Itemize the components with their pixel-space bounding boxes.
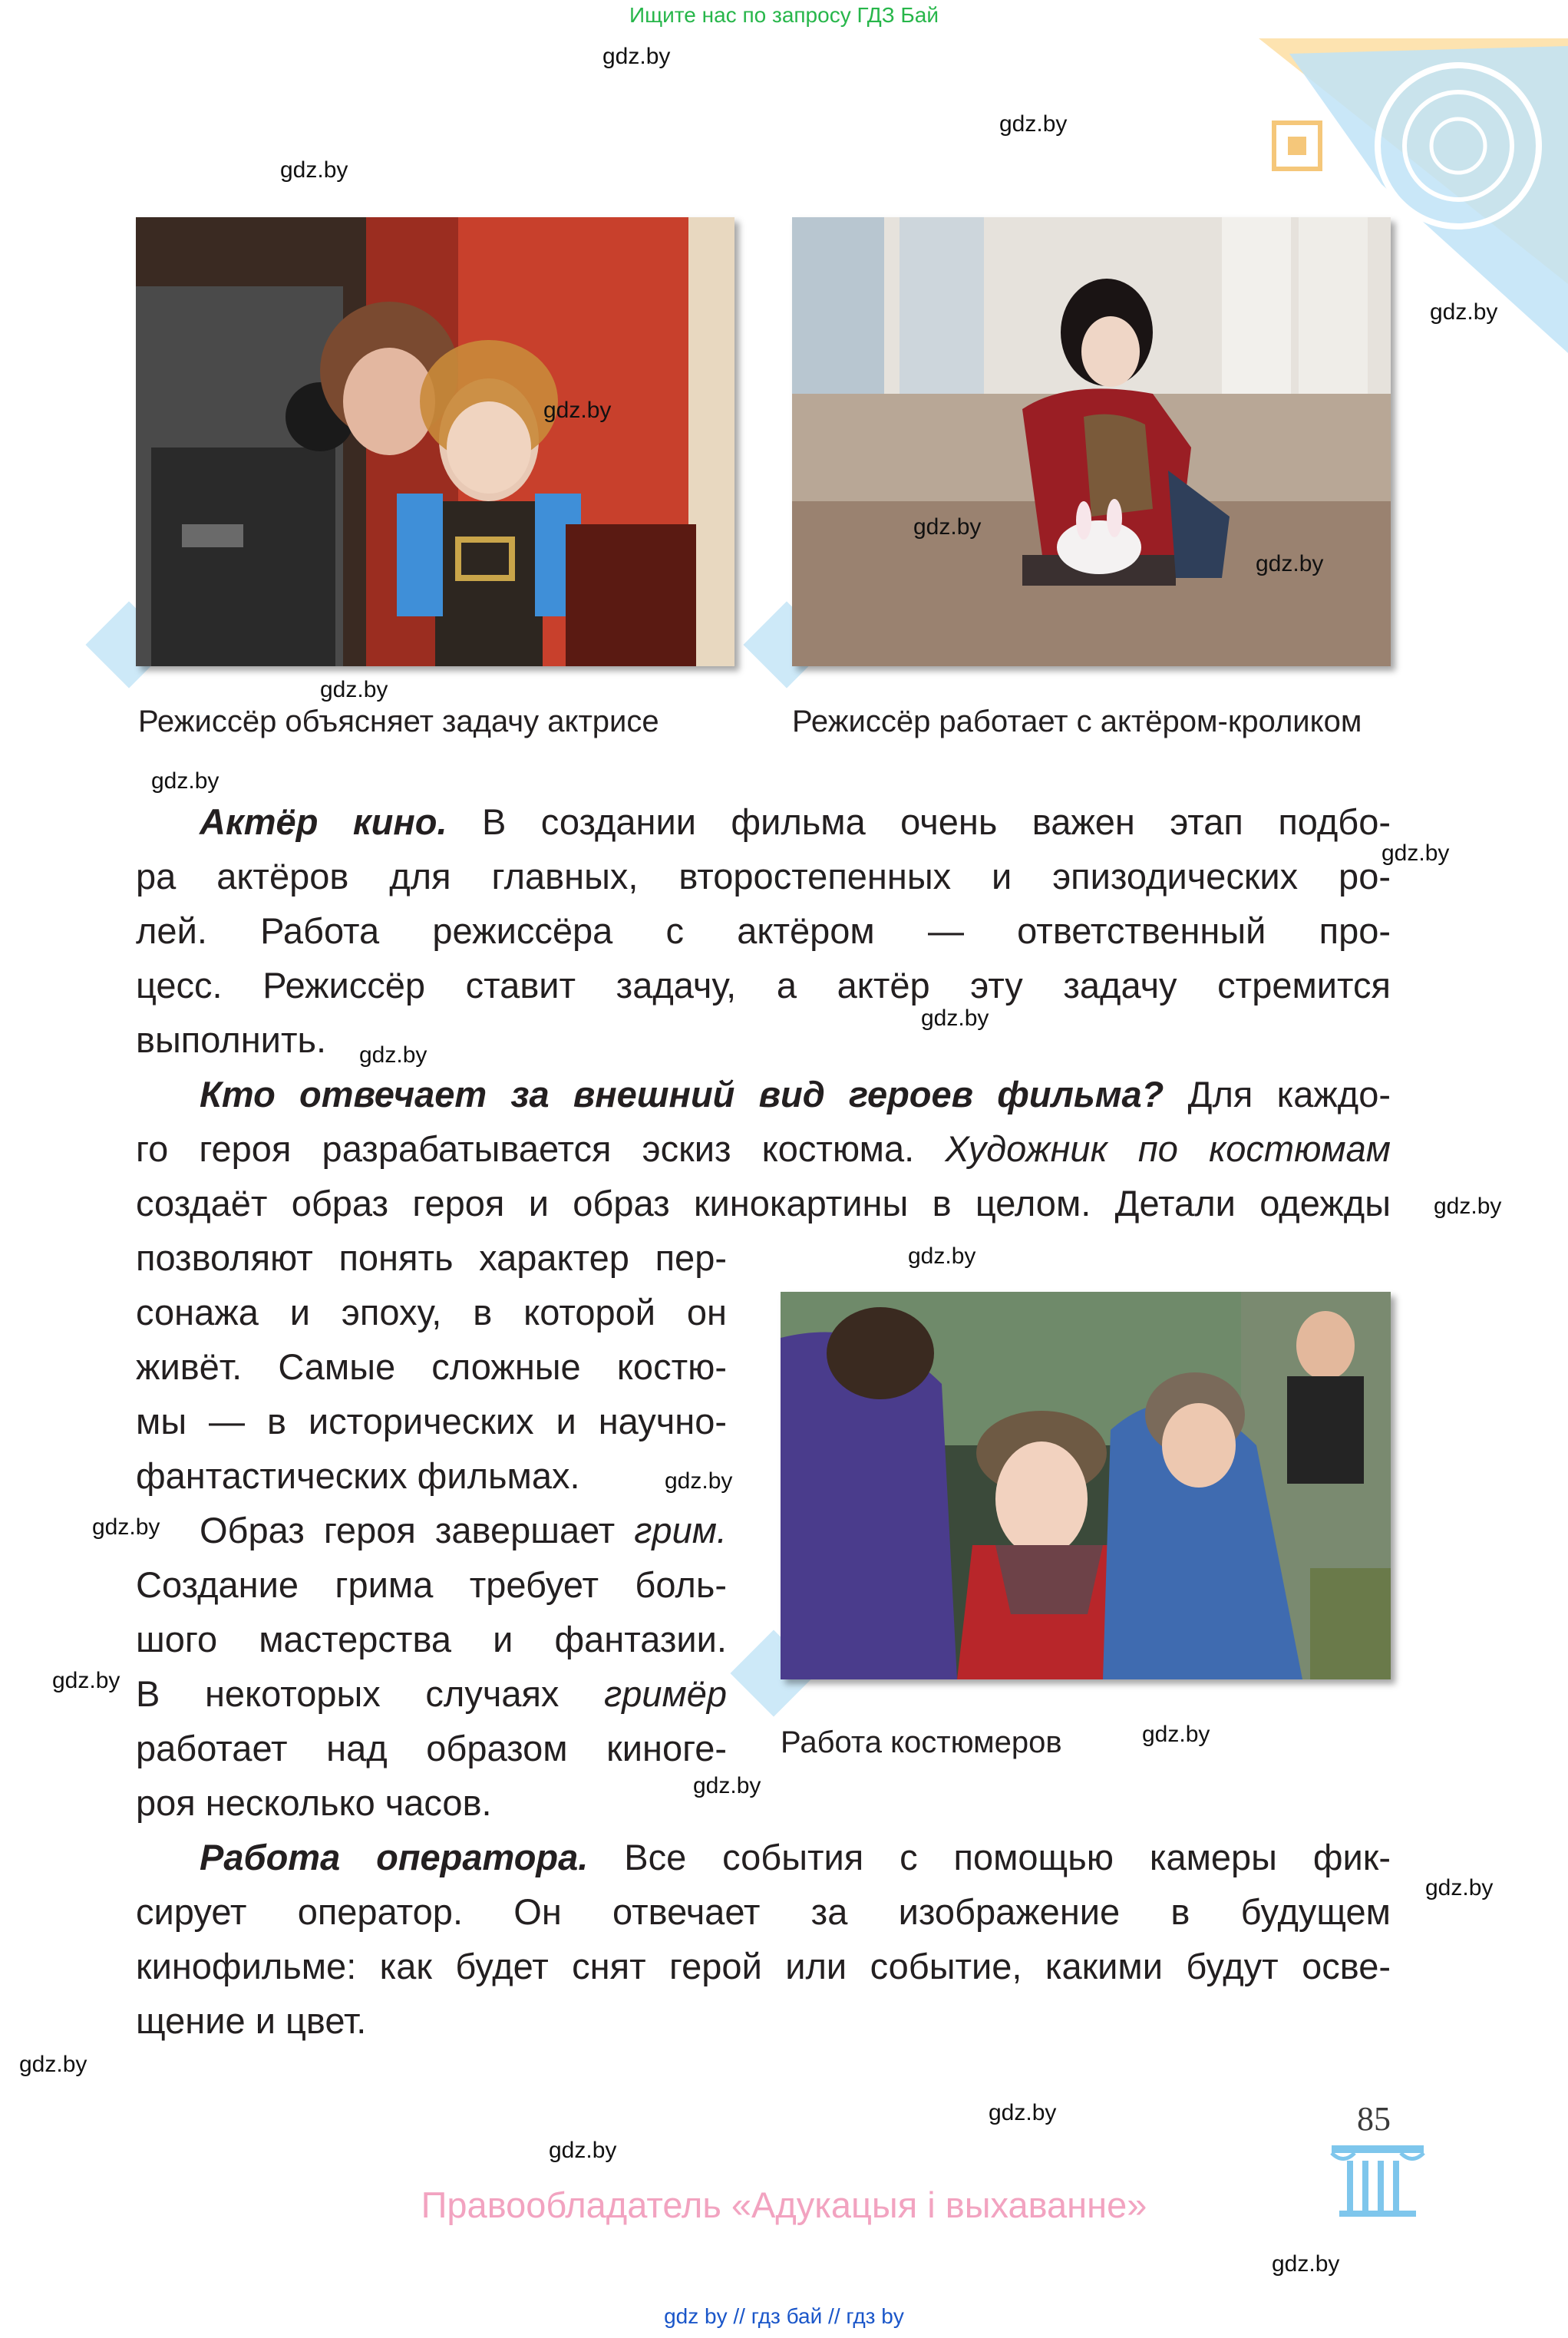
text-line: го героя разрабатывается эскиз костюма. xyxy=(136,1128,915,1169)
footer-link[interactable]: гдз бай xyxy=(751,2304,823,2328)
text-line: создаёт образ героя и образ кинокартины в целом. Детали одежды xyxy=(136,1183,1391,1223)
caption-photo-2: Режиссёр работает с актёром-кроликом xyxy=(792,705,1362,738)
footer-link[interactable]: гдз by xyxy=(846,2304,904,2328)
watermark: gdz.by xyxy=(543,398,612,423)
footer-link[interactable]: gdz by xyxy=(664,2304,728,2328)
text-line: позволяют понять характер пер- xyxy=(136,1237,727,1278)
watermark: gdz.by xyxy=(602,44,671,69)
watermark: gdz.by xyxy=(921,1006,989,1031)
heading-operator: Работа оператора. xyxy=(200,1837,589,1877)
paragraph-costume xyxy=(136,1067,1391,1230)
photo-director-rabbit xyxy=(792,217,1391,666)
term-makeup-artist: гримёр xyxy=(604,1673,727,1714)
footer-links xyxy=(0,2304,1568,2329)
paragraph-makeup xyxy=(136,1503,727,1775)
paragraph-actor-end xyxy=(136,1012,1391,1067)
paragraph-makeup-end xyxy=(136,1775,727,1830)
watermark: gdz.by xyxy=(1430,299,1498,325)
paragraph-operator xyxy=(136,1830,1391,1993)
watermark: gdz.by xyxy=(1434,1194,1502,1219)
watermark: gdz.by xyxy=(693,1773,761,1798)
watermark: gdz.by xyxy=(1256,551,1324,576)
watermark: gdz.by xyxy=(359,1042,427,1068)
paragraph-costume-end xyxy=(136,1448,727,1503)
watermark: gdz.by xyxy=(52,1668,120,1693)
text-line: шого мастерства и фантазии. xyxy=(136,1619,727,1659)
watermark: gdz.by xyxy=(151,768,220,794)
copyright-notice: Правообладатель «Адукацыя і выхаванне» xyxy=(421,2184,1147,2225)
paragraph-costume-column xyxy=(136,1230,727,1448)
watermark: gdz.by xyxy=(913,514,982,540)
watermark: gdz.by xyxy=(665,1468,733,1494)
heading-costume: Кто отвечает за внешний вид героев фильма? xyxy=(200,1074,1164,1115)
watermark: gdz.by xyxy=(280,157,348,183)
watermark: gdz.by xyxy=(549,2138,617,2163)
text-line: В некоторых случаях xyxy=(136,1673,560,1714)
photo-costumers xyxy=(781,1292,1391,1679)
text-line: работает над образом киноге- xyxy=(136,1728,727,1768)
top-banner[interactable]: Ищите нас по запросу ГДЗ Бай xyxy=(629,3,939,27)
watermark: gdz.by xyxy=(19,2052,87,2077)
watermark: gdz.by xyxy=(1381,840,1450,866)
watermark: gdz.by xyxy=(320,677,388,702)
text-line: лей. Работа режиссёра с актёром — ответственный про- xyxy=(136,910,1391,951)
watermark: gdz.by xyxy=(92,1514,160,1540)
text-line: Все события с помощью камеры фик- xyxy=(624,1837,1391,1877)
text-line: роя несколько часов. xyxy=(136,1782,492,1823)
paragraph-actor xyxy=(136,794,1391,1012)
text-line: Для каждо- xyxy=(1187,1074,1391,1115)
text-line: кинофильме: как будет снят герой или событие, какими будут осве- xyxy=(136,1946,1391,1986)
footer-separator: // xyxy=(733,2304,745,2328)
text-line: щение и цвет. xyxy=(136,2000,367,2041)
watermark: gdz.by xyxy=(1272,2251,1340,2277)
text-line: Создание грима требует боль- xyxy=(136,1564,727,1605)
text-line: сирует оператор. Он отвечает за изображение в будущем xyxy=(136,1891,1391,1932)
photo-director-actress xyxy=(136,217,734,666)
page-number: 85 xyxy=(1357,2100,1391,2138)
watermark: gdz.by xyxy=(1142,1722,1210,1747)
heading-actor: Актёр кино. xyxy=(200,801,447,842)
term-costume-artist: Художник по костюмам xyxy=(945,1128,1391,1169)
text-line: выполнить. xyxy=(136,1019,327,1060)
caption-photo-3: Работа костюмеров xyxy=(781,1725,1062,1759)
term-makeup: грим. xyxy=(634,1510,727,1550)
text-line: Образ героя завершает xyxy=(200,1510,616,1550)
text-line: фантастических фильмах. xyxy=(136,1455,580,1496)
text-line: В создании фильма очень важен этап подбо- xyxy=(482,801,1391,842)
text-line: сонажа и эпоху, в которой он xyxy=(136,1292,727,1332)
text-line: мы — в исторических и научно- xyxy=(136,1401,727,1441)
watermark: gdz.by xyxy=(908,1243,976,1269)
text-line: ра актёров для главных, второстепенных и эпизодических ро- xyxy=(136,856,1391,897)
paragraph-operator-end xyxy=(136,1993,1391,2048)
text-line: цесс. Режиссёр ставит задачу, а актёр эту задачу стремится xyxy=(136,965,1391,1006)
text-line: живёт. Самые сложные костю- xyxy=(136,1346,727,1387)
watermark: gdz.by xyxy=(999,111,1068,137)
caption-photo-1: Режиссёр объясняет задачу актрисе xyxy=(138,705,659,738)
footer-separator: // xyxy=(828,2304,840,2328)
watermark: gdz.by xyxy=(989,2100,1057,2125)
watermark: gdz.by xyxy=(1425,1875,1494,1900)
